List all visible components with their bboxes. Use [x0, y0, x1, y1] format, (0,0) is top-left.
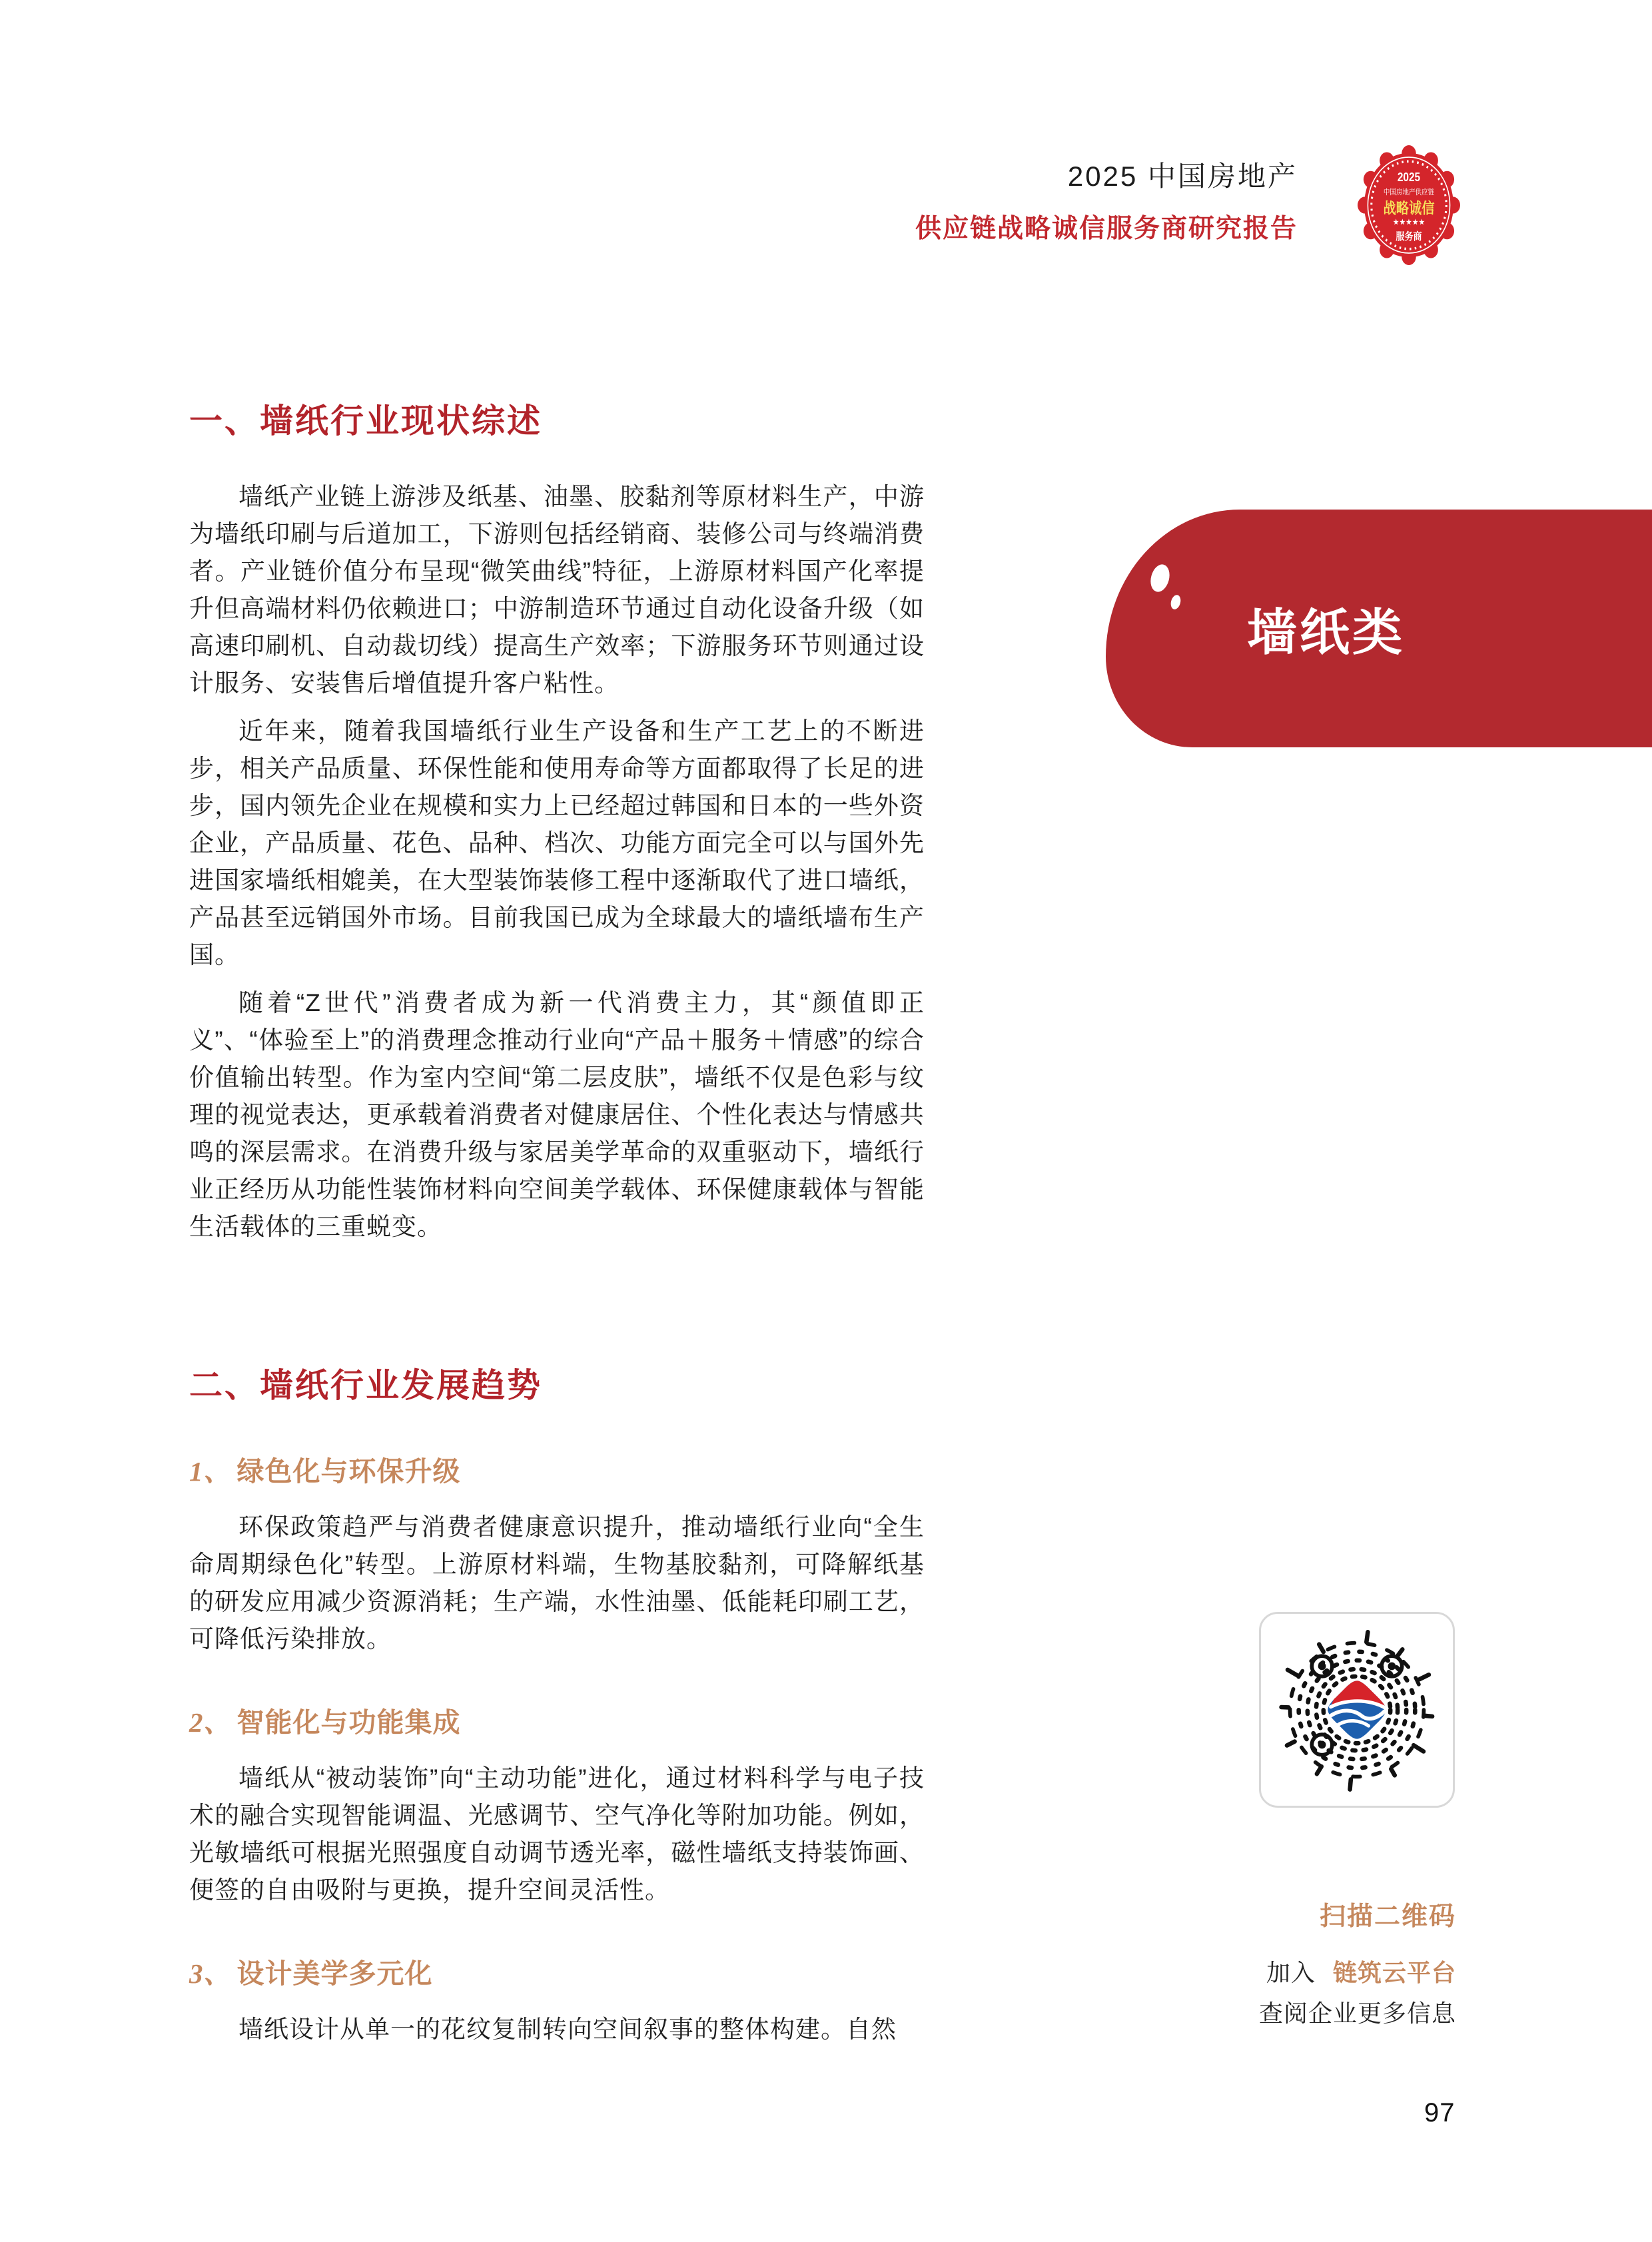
page-number: 97 [1424, 2098, 1455, 2127]
seal-year: 2025 [1397, 170, 1421, 185]
join-label: 加入 [1266, 1959, 1316, 1986]
category-label: 墙纸类 [1247, 604, 1406, 660]
subsection3-title [189, 1952, 925, 1991]
subsection1-body: 环保政策趋严与消费者健康意识提升，推动墙纸行业向“全生命周期绿色化”转型。上游原材料端，生物基胶黏剂，可降解纸基的研发应用减少资源消耗；生产端，水性油墨、低能耗印刷工艺，可降低污染排放。 [189, 1513, 925, 1653]
qr-captions [1066, 1896, 1456, 2029]
qr-code-graphic [1270, 1623, 1444, 1797]
seal-org: 中国房地产供应链 [1383, 188, 1435, 197]
section1-paragraph-1: 墙纸产业链上游涉及纸基、油墨、胶黏剂等原材料生产，中游为墙纸印刷与后道加工，下游则包括经销商、装修公司与终端消费者。产业链价值分布呈现“微笑曲线”特征，上游原材料国产化率提升但高端材料仍依赖进口；中游制造环节通过自动化设备升级（如高速印刷机、自动裁切线）提高生产效率；下游服务环节则通过设计服务、安装售后增值提升客户粘性。 [189, 483, 925, 697]
category-banner [1106, 510, 1652, 747]
subsection2-body: 墙纸从“被动装饰”向“主动功能”进化，通过材料科学与电子技术的融合实现智能调温、光感调节、空气净化等附加功能。例如，光敏墙纸可根据光照强度自动调节透光率，磁性墙纸支持装饰画、便签的自由吸附与更换，提升空间灵活性。 [189, 1764, 925, 1904]
banner-decoration-dot-large [1148, 562, 1172, 594]
seal-graphic [1358, 145, 1460, 265]
subsection2-title [189, 1700, 925, 1740]
platform-logo [1328, 1681, 1386, 1738]
section1-paragraph-2: 近年来，随着我国墙纸行业生产设备和生产工艺上的不断进步，相关产品质量、环保性能和使用寿命等方面都取得了长足的进步，国内领先企业在规模和实力上已经超过韩国和日本的一些外资企业，产品质量、花色、品种、档次、功能方面完全可以与国外先进国家墙纸相媲美，在大型装饰装修工程中逐渐取代了进口墙纸，产品甚至远销国外市场。目前我国已成为全球最大的墙纸墙布生产国。 [189, 717, 925, 968]
seal-stars: ★★★★★ [1392, 217, 1426, 227]
platform-name: 链筑云平台 [1332, 1959, 1456, 1986]
seal-bottom-label: 服务商 [1396, 231, 1422, 243]
more-info-caption: 查阅企业更多信息 [1258, 2000, 1456, 2027]
subsection3-number: 3、 [189, 1958, 232, 1989]
subsection3-title-text: 设计美学多元化 [236, 1958, 433, 1989]
section1-title: 一、墙纸行业现状综述 [189, 402, 542, 440]
banner-decoration-dot-small [1169, 594, 1182, 611]
report-year-title: 2025 中国房地产 [1067, 161, 1298, 192]
section-trends [189, 1359, 925, 2059]
section2-title: 二、墙纸行业发展趋势 [189, 1367, 542, 1404]
scan-qr-caption: 扫描二维码 [1319, 1902, 1456, 1931]
subsection1-title-text: 绿色化与环保升级 [236, 1456, 461, 1487]
subsection3-body: 墙纸设计从单一的花纹复制转向空间叙事的整体构建。自然 [238, 2016, 897, 2043]
subsection2-title-text: 智能化与功能集成 [236, 1707, 461, 1738]
section-overview [189, 394, 925, 1256]
join-platform-line [1066, 1954, 1456, 1988]
subsection1-number: 1、 [189, 1456, 232, 1487]
strategic-integrity-seal [1358, 145, 1460, 265]
report-subtitle: 供应链战略诚信服务商研究报告 [915, 214, 1298, 243]
seal-main-label: 战略诚信 [1383, 200, 1435, 217]
qr-code-card [1259, 1612, 1455, 1808]
subsection1-title [189, 1449, 925, 1489]
subsection2-number: 2、 [189, 1707, 232, 1738]
section1-paragraph-3: 随着“Z世代”消费者成为新一代消费主力，其“颜值即正义”、“体验至上”的消费理念推动行业向“产品＋服务＋情感”的综合价值输出转型。作为室内空间“第二层皮肤”，墙纸不仅是色彩与纹理的视觉表达，更承载着消费者对健康居住、个性化表达与情感共鸣的深层需求。在消费升级与家居美学革命的双重驱动下，墙纸行业正经历从功能性装饰材料向空间美学载体、环保健康载体与智能生活载体的三重蜕变。 [189, 989, 925, 1240]
